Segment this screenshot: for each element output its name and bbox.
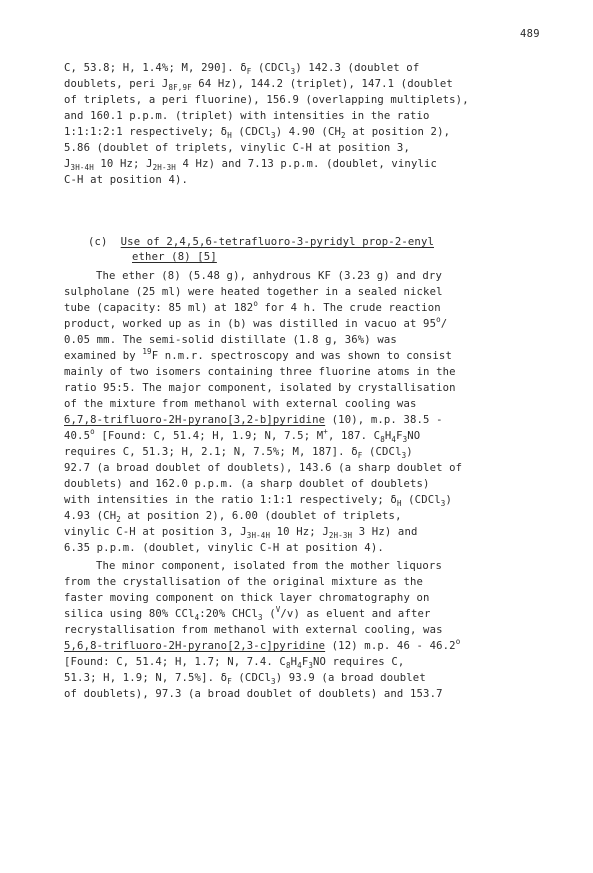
- page-number: 489: [520, 28, 540, 40]
- text-line: $J_{3H-4H}$ 10 Hz; $J_{2H-3H}$ 4 Hz) and 7.13 p.p.m. (doublet, vinylic: [64, 158, 438, 172]
- text-line: silica using 80% CCl$_4$:20% CHCl$_3$ ($^V$/v) as eluent and after: [64, 605, 431, 622]
- section-heading: [88, 236, 558, 249]
- text-line: 0.05 mm. The semi-solid distillate (1.8 g, 36%) was: [64, 334, 397, 346]
- compound-name: 5,6,8-trifluoro-2H-pyrano[2,3-c]pyridine: [64, 640, 326, 652]
- text-line: 6,7,8-trifluoro-2H-pyrano[3,2-b]pyridine (10), m.p. 38.5 -: [64, 414, 443, 426]
- text-line: The minor component, isolated from the mother liquors: [96, 560, 442, 572]
- text-line: 1:1:1:2:1 respectively; $\delta_H$ (CDCl$_3$) 4.90 ($CH_2$ at position 2),: [64, 126, 451, 140]
- text-line: tube (capacity: 85 ml) at 182$^o$ for 4 h. The crude reaction: [64, 299, 441, 314]
- text-line: 51.3; H, 1.9; N, 7.5%]. $\delta_F$ (CDCl$_3$) 93.9 (a broad doublet: [64, 672, 426, 686]
- text-line: 4.93 ($CH_2$ at position 2), 6.00 (doublet of triplets,: [64, 510, 402, 524]
- text-line: mainly of two isomers containing three fluorine atoms in the: [64, 366, 456, 378]
- text-line: requires C, 51.3; H, 2.1; N, 7.5%; M, 187]. $\delta_F$ (CDCl$_3$): [64, 446, 413, 460]
- text-line: with intensities in the ratio 1:1:1 respectively; $\delta_H$ (CDCl$_3$): [64, 494, 452, 508]
- text-line: of triplets, a peri fluorine), 156.9 (overlapping multiplets),: [64, 94, 469, 106]
- text-line: 5,6,8-trifluoro-2H-pyrano[2,3-c]pyridine (12) m.p. 46 - 46.2$^o$: [64, 637, 461, 652]
- section-heading-continued: ether (8) [5]: [132, 251, 217, 263]
- compound-name: 6,7,8-trifluoro-2H-pyrano[3,2-b]pyridine: [64, 414, 326, 426]
- text-line: ratio 95:5. The major component, isolated by crystallisation: [64, 382, 456, 394]
- section-label: (c): [88, 236, 108, 248]
- text-line: sulpholane (25 ml) were heated together in a sealed nickel: [64, 286, 443, 298]
- text-line: 92.7 (a broad doublet of doublets), 143.6 (a sharp doublet of: [64, 462, 463, 474]
- text-line: recrystallisation from methanol with external cooling, was: [64, 624, 443, 636]
- text-line: product, worked up as in (b) was distilled in vacuo at 95$^o$/: [64, 315, 448, 330]
- section-title: Use of 2,4,5,6-tetrafluoro-3-pyridyl prop-2-enyl: [120, 236, 434, 248]
- text-line: from the crystallisation of the original mixture as the: [64, 576, 424, 588]
- text-line: of the mixture from methanol with external cooling was: [64, 398, 417, 410]
- text-line: doublets) and 162.0 p.p.m. (a sharp doublet of doublets): [64, 478, 430, 490]
- text-line: examined by $^{19}$F n.m.r. spectroscopy and was shown to consist: [64, 347, 452, 362]
- text-line: of doublets), 97.3 (a broad doublet of doublets) and 153.7: [64, 688, 443, 700]
- text-line: doublets, peri $J_{8F,9F}$ 64 Hz), 144.2 (triplet), 147.1 (doublet: [64, 78, 453, 92]
- text-line: The ether (8) (5.48 g), anhydrous KF (3.23 g) and dry: [96, 270, 442, 282]
- text-line: C-H at position 4).: [64, 174, 189, 186]
- text-line: vinylic C-H at position 3, $J_{3H-4H}$ 10 Hz; $J_{2H-3H}$ 3 Hz) and: [64, 526, 418, 540]
- text-line: 6.35 p.p.m. (doublet, vinylic C-H at position 4).: [64, 542, 384, 554]
- text-line: 40.5$^o$ [Found: C, 51.4; H, 1.9; N, 7.5; M+, 187. $C_8H_4F_3NO$: [64, 427, 421, 444]
- text-line: C, 53.8; H, 1.4%; M, 290]. $\delta_F$ (CDCl$_3$) 142.3 (doublet of: [64, 62, 420, 76]
- text-line: and 160.1 p.p.m. (triplet) with intensities in the ratio: [64, 110, 430, 122]
- text-line: faster moving component on thick layer chromatography on: [64, 592, 430, 604]
- text-line: 5.86 (doublet of triplets, vinylic C-H at position 3,: [64, 142, 410, 154]
- text-line: [Found: C, 51.4; H, 1.7; N, 7.4. $C_8H_4F_3NO$ requires C,: [64, 656, 405, 670]
